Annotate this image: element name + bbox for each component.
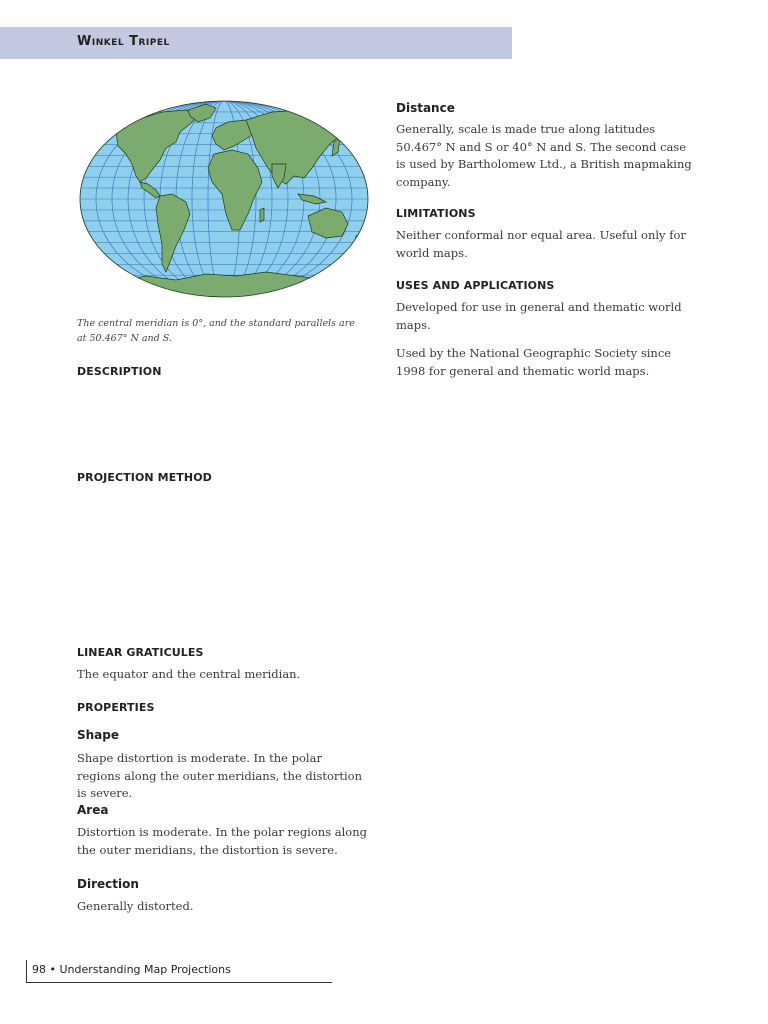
footer-rule-vertical: [26, 960, 27, 983]
madagascar: [260, 208, 264, 222]
description-heading: DESCRIPTION: [77, 365, 162, 378]
uses-text-2: Used by the National Geographic Society since 1998 for general and thematic world maps.: [396, 346, 672, 378]
world-map-figure: [76, 98, 372, 300]
area-heading: Area: [77, 803, 109, 817]
limitations-heading: LIMITATIONS: [396, 207, 476, 220]
world-map-image: [76, 98, 372, 300]
distance-heading: Distance: [396, 101, 455, 115]
direction-text: Generally distorted.: [77, 899, 194, 913]
shape-heading: Shape: [77, 728, 120, 742]
limitations-text: Neither conformal nor equal area. Useful only for world maps.: [396, 228, 686, 260]
uses-heading: USES AND APPLICATIONS: [396, 279, 555, 292]
projection-method-heading: PROJECTION METHOD: [77, 471, 212, 484]
title-band: [0, 27, 512, 59]
figure-caption: The central meridian is 0°, and the standard parallels are at 50.467° N and S.: [77, 318, 355, 344]
direction-heading: Direction: [77, 877, 139, 891]
uses-text-1: Developed for use in general and thematic world maps.: [396, 300, 682, 332]
distance-text: Generally, scale is made true along latitudes 50.467° N and S or 40° N and S. The second case is used by Bartholomew Ltd., a British mapmaking company.: [396, 122, 692, 189]
linear-graticules-heading: LINEAR GRATICULES: [77, 646, 204, 659]
properties-heading: PROPERTIES: [77, 701, 155, 714]
linear-graticules-text: The equator and the central meridian.: [77, 667, 301, 681]
footer-rule-horizontal: [26, 982, 332, 983]
footer-page-label: 98 • Understanding Map Projections: [32, 963, 231, 976]
page-title: Winkel Tripel: [77, 34, 170, 49]
shape-text: Shape distortion is moderate. In the polar regions along the outer meridians, the distortion is severe.: [77, 751, 363, 800]
area-text: Distortion is moderate. In the polar regions along the outer meridians, the distortion is severe.: [77, 825, 367, 857]
